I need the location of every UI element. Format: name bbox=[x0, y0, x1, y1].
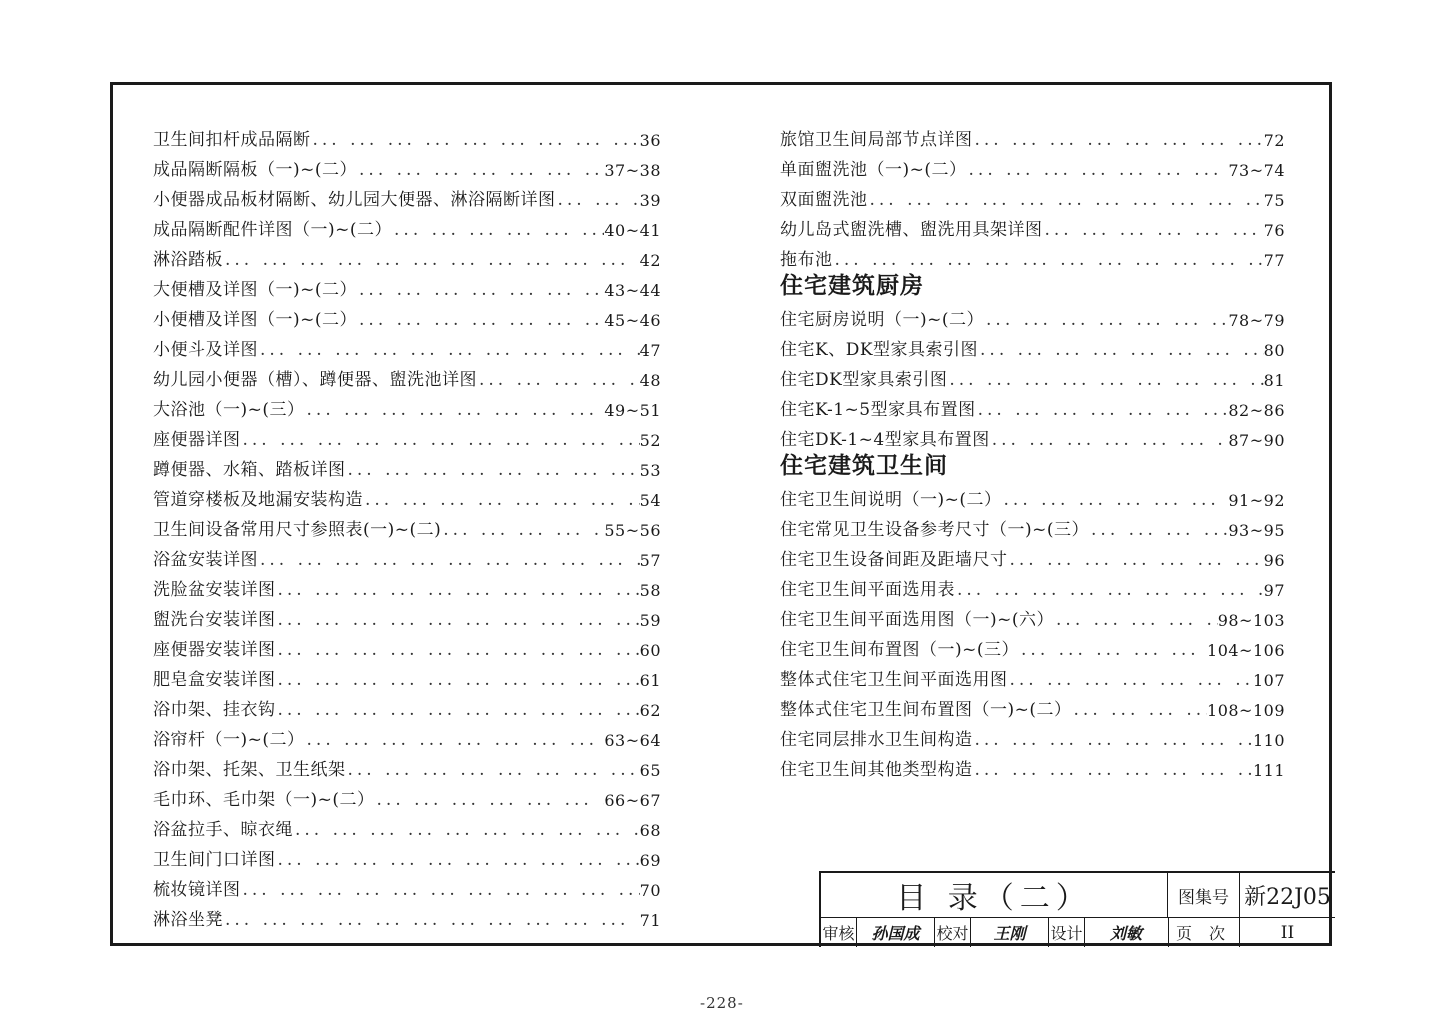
toc-entry bbox=[153, 390, 661, 420]
toc-entry-title: 住宅卫生间平面选用表 bbox=[780, 580, 955, 600]
page-label: 页 次 bbox=[1168, 918, 1240, 947]
leader-dots bbox=[375, 790, 605, 810]
toc-entry bbox=[153, 870, 661, 900]
toc-entry-page: 47 bbox=[639, 341, 661, 360]
toc-entry-title: 住宅卫生间其他类型构造 bbox=[780, 760, 973, 780]
toc-entry-title: 住宅厨房说明（一)~(二） bbox=[780, 310, 985, 330]
leader-dots bbox=[305, 400, 605, 420]
leader-dots bbox=[305, 730, 605, 750]
toc-entry-page: 76 bbox=[1263, 221, 1285, 240]
leader-dots bbox=[258, 340, 640, 360]
toc-entry-page: 75 bbox=[1263, 191, 1285, 210]
atlas-number: 新22J05 bbox=[1240, 873, 1335, 918]
atlas-number-label: 图集号 bbox=[1168, 873, 1240, 918]
toc-entry-title: 管道穿楼板及地漏安装构造 bbox=[153, 490, 363, 510]
toc-entry-title: 蹲便器、水箱、踏板详图 bbox=[153, 460, 346, 480]
leader-dots bbox=[1008, 670, 1253, 690]
leader-dots bbox=[973, 730, 1253, 750]
toc-entry-page: 39 bbox=[639, 191, 661, 210]
leader-dots bbox=[223, 910, 640, 930]
leader-dots bbox=[477, 370, 640, 390]
toc-entry-page: 37~38 bbox=[604, 161, 661, 180]
leader-dots bbox=[1043, 220, 1264, 240]
toc-entry-title: 住宅K、DK型家具索引图 bbox=[780, 340, 979, 360]
toc-entry-title: 大便槽及详图（一)~(二） bbox=[153, 280, 358, 300]
leader-dots bbox=[276, 640, 640, 660]
toc-entry-title: 住宅K-1~5型家具布置图 bbox=[780, 400, 976, 420]
section-heading-kitchen: 住宅建筑厨房 bbox=[780, 273, 924, 299]
toc-entry bbox=[780, 660, 1285, 690]
toc-entry-title: 住宅卫生间布置图（一)~(三） bbox=[780, 640, 1020, 660]
toc-entry-page: 70 bbox=[639, 881, 661, 900]
toc-entry-page: 93~95 bbox=[1228, 521, 1285, 540]
toc-entry-page: 65 bbox=[639, 761, 661, 780]
toc-entry-page: 58 bbox=[639, 581, 661, 600]
toc-entry-page: 87~90 bbox=[1228, 431, 1285, 450]
toc-entry-title: 幼儿岛式盥洗槽、盥洗用具架详图 bbox=[780, 220, 1043, 240]
toc-entry bbox=[153, 780, 661, 810]
toc-entry-title: 大浴池（一)~(三） bbox=[153, 400, 305, 420]
toc-entry-page: 54 bbox=[639, 491, 661, 510]
toc-entry-title: 幼儿园小便器（槽）、蹲便器、盥洗池详图 bbox=[153, 370, 477, 390]
toc-entry-title: 住宅常见卫生设备参考尺寸（一)~(三） bbox=[780, 520, 1090, 540]
toc-entry-page: 55~56 bbox=[604, 521, 661, 540]
toc-entry-title: 单面盥洗池（一)~(二） bbox=[780, 160, 967, 180]
toc-entry bbox=[153, 120, 661, 150]
leader-dots bbox=[976, 400, 1229, 420]
check-signature: 王刚 bbox=[971, 918, 1049, 947]
toc-entry-page: 82~86 bbox=[1228, 401, 1285, 420]
toc-entry-title: 住宅同层排水卫生间构造 bbox=[780, 730, 973, 750]
leader-dots bbox=[1089, 520, 1228, 540]
toc-entry-page: 80 bbox=[1263, 341, 1285, 360]
drawing-frame bbox=[110, 82, 1332, 946]
toc-entry bbox=[153, 540, 661, 570]
toc-entry-title: 住宅DK-1~4型家具布置图 bbox=[780, 430, 990, 450]
toc-entry-title: 住宅DK型家具索引图 bbox=[780, 370, 948, 390]
toc-entry bbox=[780, 330, 1285, 360]
leader-dots bbox=[293, 820, 640, 840]
leader-dots bbox=[241, 430, 640, 450]
toc-entry bbox=[153, 480, 661, 510]
design-signature: 刘敏 bbox=[1109, 924, 1142, 943]
toc-entry bbox=[780, 690, 1285, 720]
leader-dots bbox=[363, 490, 640, 510]
toc-entry-page: 45~46 bbox=[604, 311, 661, 330]
toc-entry bbox=[153, 690, 661, 720]
design-label: 设计 bbox=[1049, 918, 1085, 947]
leader-dots bbox=[1002, 490, 1229, 510]
toc-entry bbox=[153, 630, 661, 660]
leader-dots bbox=[357, 160, 604, 180]
toc-entry bbox=[153, 240, 661, 270]
leader-dots bbox=[311, 130, 640, 150]
toc-entry bbox=[780, 120, 1285, 150]
toc-entry bbox=[780, 630, 1285, 660]
toc-entry-page: 59 bbox=[639, 611, 661, 630]
toc-entry-page: 42 bbox=[639, 251, 661, 270]
toc-entry bbox=[153, 660, 661, 690]
toc-entry bbox=[153, 270, 661, 300]
toc-right-column bbox=[780, 120, 1285, 780]
page-number: -228- bbox=[700, 994, 744, 1012]
toc-entry bbox=[780, 300, 1285, 330]
leader-dots bbox=[1019, 640, 1207, 660]
toc-entry-title: 卫生间设备常用尺寸参照表(一)~(二) bbox=[153, 520, 442, 540]
toc-entry-page: 111 bbox=[1252, 761, 1285, 780]
leader-dots bbox=[967, 160, 1229, 180]
toc-entry-title: 座便器安装详图 bbox=[153, 640, 276, 660]
toc-entry bbox=[153, 510, 661, 540]
toc-entry-page: 62 bbox=[639, 701, 661, 720]
toc-entry-page: 40~41 bbox=[604, 221, 661, 240]
toc-entry-page: 72 bbox=[1263, 131, 1285, 150]
toc-entry-page: 43~44 bbox=[604, 281, 661, 300]
toc-entry-page: 57 bbox=[639, 551, 661, 570]
page-index: II bbox=[1280, 922, 1295, 943]
leader-dots bbox=[978, 340, 1264, 360]
leader-dots bbox=[556, 190, 640, 210]
toc-entry-title: 拖布池 bbox=[780, 250, 833, 270]
toc-entry-title: 住宅卫生间平面选用图（一)~(六） bbox=[780, 610, 1055, 630]
toc-entry-page: 52 bbox=[639, 431, 661, 450]
leader-dots bbox=[241, 880, 640, 900]
toc-entry bbox=[153, 840, 661, 870]
toc-entry-title: 小便器成品板材隔断、幼儿园大便器、淋浴隔断详图 bbox=[153, 190, 556, 210]
leader-dots bbox=[392, 220, 604, 240]
leader-dots bbox=[1054, 610, 1218, 630]
toc-entry-title: 双面盥洗池 bbox=[780, 190, 868, 210]
toc-entry-page: 68 bbox=[639, 821, 661, 840]
toc-entry-title: 小便槽及详图（一)~(二） bbox=[153, 310, 358, 330]
toc-entry-title: 小便斗及详图 bbox=[153, 340, 258, 360]
leader-dots bbox=[1072, 700, 1208, 720]
signature-row bbox=[821, 918, 1169, 947]
toc-entry bbox=[153, 360, 661, 390]
section-heading-bathroom: 住宅建筑卫生间 bbox=[780, 453, 948, 479]
toc-entry-title: 淋浴踏板 bbox=[153, 250, 223, 270]
toc-entry-title: 梳妆镜详图 bbox=[153, 880, 241, 900]
leader-dots bbox=[441, 520, 604, 540]
toc-entry-title: 成品隔断配件详图（一)~(二） bbox=[153, 220, 393, 240]
toc-entry bbox=[780, 240, 1285, 270]
toc-entry-title: 盥洗台安装详图 bbox=[153, 610, 276, 630]
toc-entry bbox=[780, 570, 1285, 600]
toc-left-column bbox=[153, 120, 661, 930]
toc-entry-page: 77 bbox=[1263, 251, 1285, 270]
leader-dots bbox=[276, 700, 640, 720]
toc-entry-title: 成品隔断隔板（一)~(二） bbox=[153, 160, 358, 180]
leader-dots bbox=[984, 310, 1228, 330]
toc-entry bbox=[780, 720, 1285, 750]
toc-entry-page: 69 bbox=[639, 851, 661, 870]
leader-dots bbox=[868, 190, 1264, 210]
toc-entry-page: 73~74 bbox=[1228, 161, 1285, 180]
toc-entry-page: 96 bbox=[1263, 551, 1285, 570]
toc-entry-page: 98~103 bbox=[1217, 611, 1285, 630]
review-signature: 孙国成 bbox=[857, 918, 935, 947]
toc-entry bbox=[153, 180, 661, 210]
toc-entry-page: 49~51 bbox=[604, 401, 661, 420]
leader-dots bbox=[276, 610, 640, 630]
toc-entry-page: 107 bbox=[1252, 671, 1285, 690]
leader-dots bbox=[973, 130, 1264, 150]
toc-entry bbox=[153, 450, 661, 480]
toc-entry bbox=[153, 420, 661, 450]
toc-entry-title: 卫生间扣杆成品隔断 bbox=[153, 130, 311, 150]
toc-entry-page: 110 bbox=[1252, 731, 1285, 750]
toc-entry-title: 卫生间门口详图 bbox=[153, 850, 276, 870]
leader-dots bbox=[258, 550, 640, 570]
toc-entry bbox=[153, 300, 661, 330]
toc-entry bbox=[780, 390, 1285, 420]
leader-dots bbox=[357, 280, 604, 300]
toc-entry-page: 97 bbox=[1263, 581, 1285, 600]
review-label: 审核 bbox=[821, 918, 857, 947]
toc-entry-page: 78~79 bbox=[1228, 311, 1285, 330]
toc-entry-title: 整体式住宅卫生间平面选用图 bbox=[780, 670, 1008, 690]
title-block-title: 目 录（二） bbox=[821, 873, 1168, 918]
toc-entry bbox=[780, 480, 1285, 510]
leader-dots bbox=[276, 670, 640, 690]
toc-entry-page: 66~67 bbox=[604, 791, 661, 810]
toc-entry-title: 淋浴坐凳 bbox=[153, 910, 223, 930]
leader-dots bbox=[346, 760, 640, 780]
toc-entry-title: 浴巾架、挂衣钩 bbox=[153, 700, 276, 720]
leader-dots bbox=[276, 850, 640, 870]
leader-dots bbox=[1008, 550, 1264, 570]
toc-entry-title: 肥皂盒安装详图 bbox=[153, 670, 276, 690]
toc-entry-page: 61 bbox=[639, 671, 661, 690]
toc-entry-page: 53 bbox=[639, 461, 661, 480]
toc-entry bbox=[780, 150, 1285, 180]
toc-entry-title: 浴盆拉手、晾衣绳 bbox=[153, 820, 293, 840]
leader-dots bbox=[346, 460, 640, 480]
toc-entry-page: 108~109 bbox=[1207, 701, 1285, 720]
leader-dots bbox=[955, 580, 1264, 600]
toc-entry-page: 36 bbox=[639, 131, 661, 150]
toc-entry-page: 60 bbox=[639, 641, 661, 660]
toc-entry-title: 毛巾环、毛巾架（一)~(二） bbox=[153, 790, 375, 810]
toc-entry bbox=[153, 600, 661, 630]
toc-entry-title: 浴帘杆（一)~(二） bbox=[153, 730, 305, 750]
toc-entry bbox=[780, 540, 1285, 570]
title-block bbox=[819, 871, 1335, 947]
toc-entry-page: 81 bbox=[1263, 371, 1285, 390]
toc-entry-title: 洗脸盆安装详图 bbox=[153, 580, 276, 600]
toc-entry-title: 座便器详图 bbox=[153, 430, 241, 450]
toc-entry-page: 48 bbox=[639, 371, 661, 390]
toc-entry bbox=[153, 720, 661, 750]
toc-entry-title: 整体式住宅卫生间布置图（一)~(二） bbox=[780, 700, 1072, 720]
toc-entry bbox=[153, 570, 661, 600]
toc-entry-title: 住宅卫生设备间距及距墙尺寸 bbox=[780, 550, 1008, 570]
toc-entry bbox=[153, 330, 661, 360]
toc-entry bbox=[153, 150, 661, 180]
toc-entry bbox=[153, 750, 661, 780]
toc-entry-title: 住宅卫生间说明（一)~(二） bbox=[780, 490, 1002, 510]
leader-dots bbox=[357, 310, 604, 330]
toc-entry bbox=[153, 900, 661, 930]
toc-entry-title: 旅馆卫生间局部节点详图 bbox=[780, 130, 973, 150]
leader-dots bbox=[276, 580, 640, 600]
toc-entry-page: 91~92 bbox=[1228, 491, 1285, 510]
toc-entry bbox=[780, 210, 1285, 240]
toc-entry-page: 104~106 bbox=[1207, 641, 1285, 660]
toc-entry-title: 浴盆安装详图 bbox=[153, 550, 258, 570]
leader-dots bbox=[947, 370, 1263, 390]
toc-entry-page: 71 bbox=[639, 911, 661, 930]
toc-entry bbox=[780, 180, 1285, 210]
leader-dots bbox=[973, 760, 1253, 780]
toc-entry bbox=[780, 360, 1285, 390]
leader-dots bbox=[223, 250, 640, 270]
toc-entry bbox=[780, 510, 1285, 540]
leader-dots bbox=[990, 430, 1229, 450]
toc-entry bbox=[153, 810, 661, 840]
check-label: 校对 bbox=[935, 918, 971, 947]
toc-entry bbox=[780, 600, 1285, 630]
toc-entry bbox=[780, 750, 1285, 780]
toc-entry-title: 浴巾架、托架、卫生纸架 bbox=[153, 760, 346, 780]
toc-entry bbox=[780, 420, 1285, 450]
toc-entry-page: 63~64 bbox=[604, 731, 661, 750]
toc-entry bbox=[153, 210, 661, 240]
